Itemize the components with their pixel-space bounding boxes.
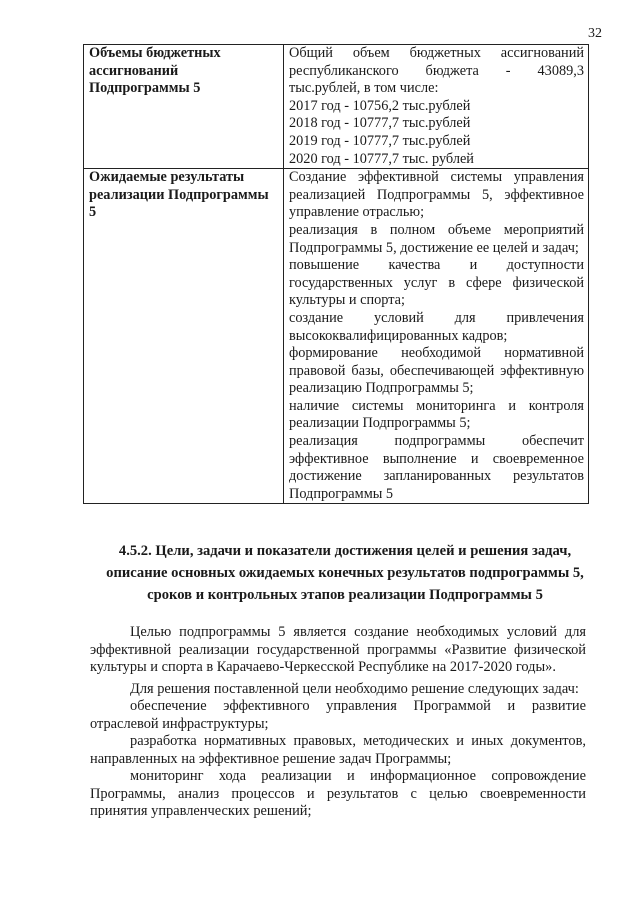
result-item: реализация в полном объеме мероприятий Подпрограммы 5, достижение ее целей и задач; — [289, 221, 584, 256]
table-row — [84, 45, 589, 169]
tasks-intro-paragraph: Для решения поставленной цели необходимо решение следующих задач: — [130, 680, 579, 697]
budget-year-line: 2017 год - 10756,2 тыс.рублей — [289, 97, 471, 114]
task-item: обеспечение эффективного управления Программой и развитие отраслевой инфраструктуры; — [90, 698, 586, 732]
result-item: Создание эффективной системы управления реализацией Подпрограммы 5, эффективное управление отраслью; — [289, 169, 584, 221]
results-label-cell: Ожидаемые результаты реализации Подпрограммы 5 — [84, 169, 284, 504]
budget-value-cell — [284, 45, 589, 169]
results-value-cell — [284, 169, 589, 504]
section-body — [90, 624, 586, 821]
result-item: реализация подпрограммы обеспечит эффективное выполнение и своевременное достижение запланированных результатов Подпрограммы 5 — [289, 433, 584, 502]
result-item: создание условий для привлечения высококвалифицированных кадров; — [289, 309, 584, 344]
task-item: разработка нормативных правовых, методических и иных документов, направленных на эффективное решение задач Программы; — [90, 733, 586, 767]
budget-label-cell: Объемы бюджетных ассигнований Подпрограммы 5 — [84, 45, 284, 169]
result-item: формирование необходимой нормативной правовой базы, обеспечивающей эффективную реализацию Подпрограммы 5; — [289, 345, 584, 397]
goal-paragraph: Целью подпрограммы 5 является создание необходимых условий для эффективной реализации государственной программы «Развитие физической культуры и спорта в Карачаево-Черкесской Республике на 2017-2020 годы». — [90, 624, 586, 675]
section-heading: 4.5.2. Цели, задачи и показатели достижения целей и решения задач, описание основных ожидаемых конечных результатов подпрограммы 5, сроков и контрольных этапов реализации Подпрограммы 5 — [106, 543, 584, 603]
page-number: 32 — [588, 26, 602, 41]
budget-year-line: 2018 год - 10777,7 тыс.рублей — [289, 115, 471, 132]
budget-year-line: 2020 год - 10777,7 тыс. рублей — [289, 150, 474, 167]
table-row — [84, 169, 589, 504]
budget-total-line: Общий объем бюджетных ассигнований республиканского бюджета - 43089,3 тыс.рублей, в том числе: — [289, 45, 584, 97]
passport-table — [83, 44, 589, 504]
task-item: мониторинг хода реализации и информационное сопровождение Программы, анализ процессов и результатов с целью своевременности принятия управленческих решений; — [90, 768, 586, 819]
result-item: наличие системы мониторинга и контроля реализации Подпрограммы 5; — [289, 397, 584, 432]
result-item: повышение качества и доступности государственных услуг в сфере физической культуры и спорта; — [289, 257, 584, 309]
budget-year-line: 2019 год - 10777,7 тыс.рублей — [289, 132, 471, 149]
